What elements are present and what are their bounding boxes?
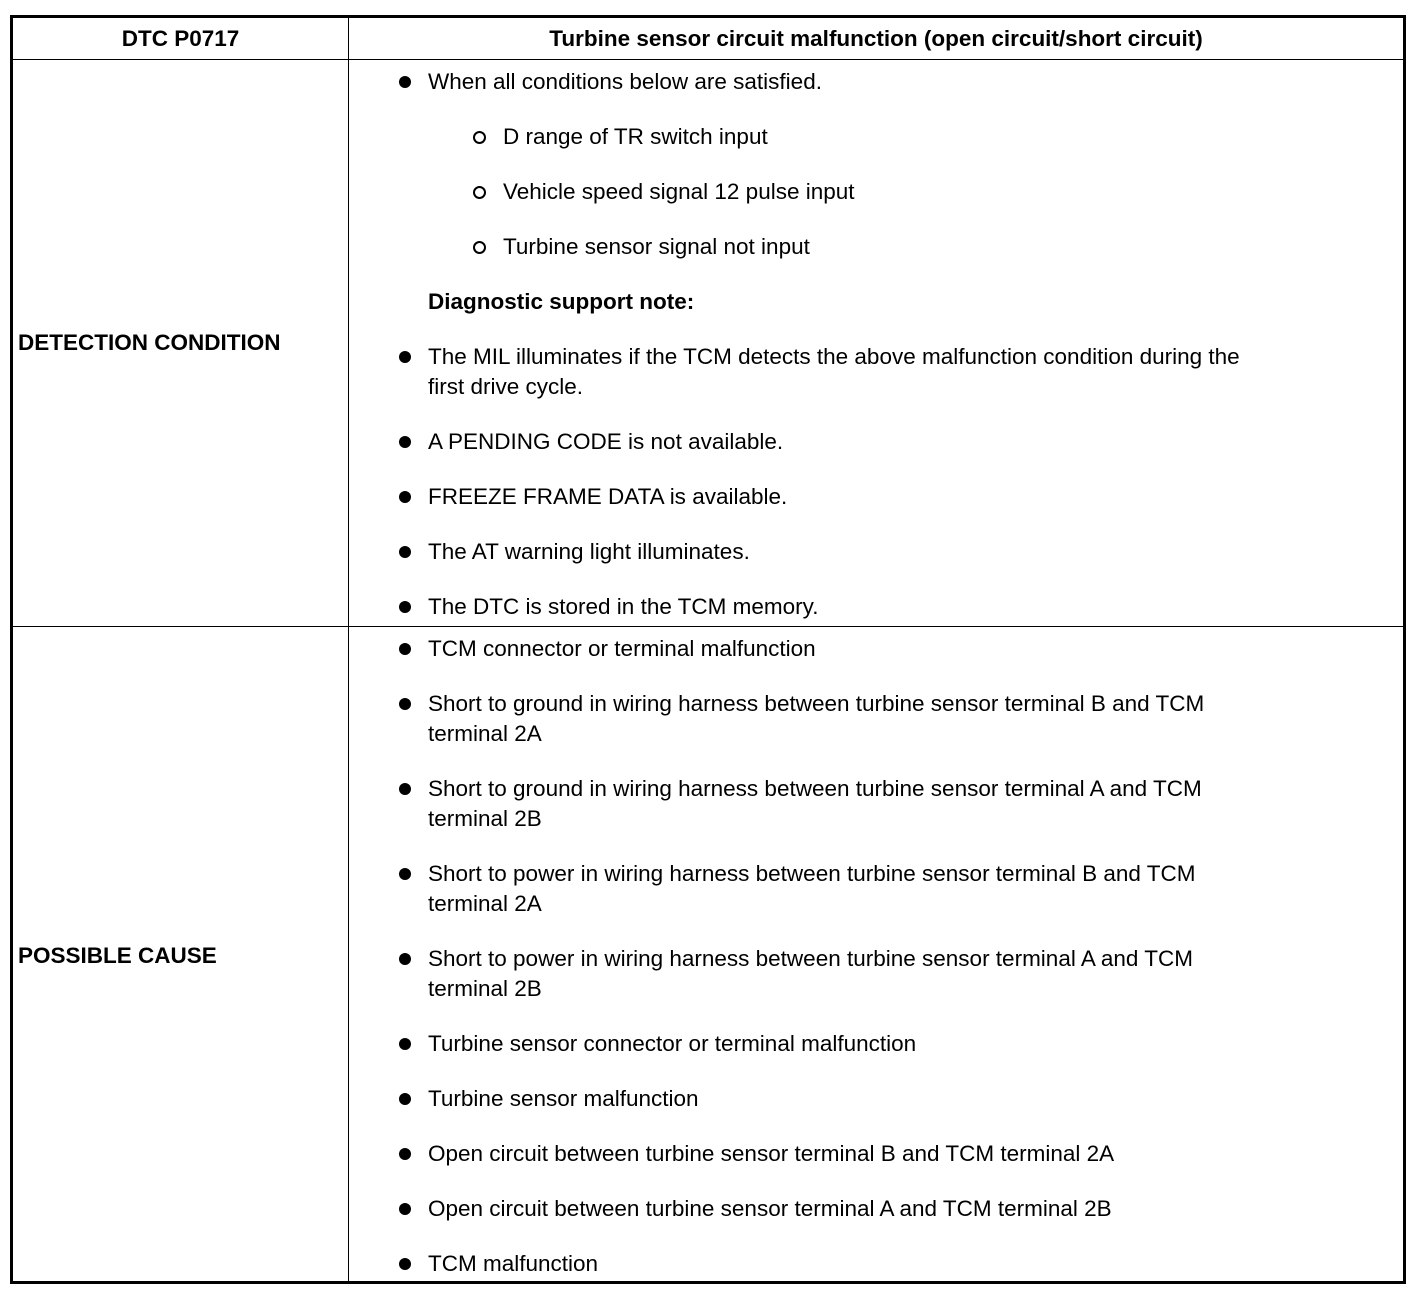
bullet-icon bbox=[399, 643, 411, 655]
bullet-icon bbox=[399, 1093, 411, 1105]
circle-bullet-icon bbox=[473, 241, 486, 254]
cause-text-continued: terminal 2A bbox=[428, 891, 542, 916]
cause-text-continued: terminal 2B bbox=[428, 976, 542, 1001]
dtc-code-header: DTC P0717 bbox=[121, 26, 240, 51]
bullet-icon bbox=[399, 601, 411, 613]
cause-text: Short to ground in wiring harness between turbine sensor terminal B and TCM bbox=[428, 691, 1205, 716]
section-divider bbox=[13, 626, 1403, 627]
bullet-icon bbox=[399, 546, 411, 558]
note-text-continued: first drive cycle. bbox=[428, 374, 584, 399]
bullet-icon bbox=[399, 76, 411, 88]
bullet-icon bbox=[399, 351, 411, 363]
column-divider bbox=[348, 18, 349, 1281]
bullet-icon bbox=[399, 491, 411, 503]
cause-text: TCM malfunction bbox=[428, 1251, 599, 1276]
bullet-icon bbox=[399, 783, 411, 795]
bullet-icon bbox=[399, 698, 411, 710]
diagnostic-note-title: Diagnostic support note: bbox=[428, 289, 695, 314]
cause-text-continued: terminal 2B bbox=[428, 806, 542, 831]
cause-text-continued: terminal 2A bbox=[428, 721, 542, 746]
cause-text: TCM connector or terminal malfunction bbox=[428, 636, 816, 661]
cause-text: Open circuit between turbine sensor terminal B and TCM terminal 2A bbox=[428, 1141, 1115, 1166]
bullet-icon bbox=[399, 1258, 411, 1270]
dtc-description-header: Turbine sensor circuit malfunction (open circuit/short circuit) bbox=[549, 26, 1203, 51]
possible-cause-label: POSSIBLE CAUSE bbox=[18, 943, 217, 968]
condition-text: Vehicle speed signal 12 pulse input bbox=[503, 179, 855, 204]
note-text: A PENDING CODE is not available. bbox=[428, 429, 784, 454]
note-text: The MIL illuminates if the TCM detects the above malfunction condition during the bbox=[428, 344, 1240, 369]
circle-bullet-icon bbox=[473, 131, 486, 144]
cause-text: Short to power in wiring harness between turbine sensor terminal A and TCM bbox=[428, 946, 1193, 971]
bullet-icon bbox=[399, 436, 411, 448]
cause-text: Short to ground in wiring harness between turbine sensor terminal A and TCM bbox=[428, 776, 1202, 801]
detection-condition-label: DETECTION CONDITION bbox=[18, 330, 281, 355]
dtc-table bbox=[10, 15, 1406, 1284]
cause-text: Open circuit between turbine sensor terminal A and TCM terminal 2B bbox=[428, 1196, 1112, 1221]
bullet-icon bbox=[399, 953, 411, 965]
note-text: The AT warning light illuminates. bbox=[428, 539, 750, 564]
bullet-icon bbox=[399, 1038, 411, 1050]
cause-text: Turbine sensor connector or terminal malfunction bbox=[428, 1031, 917, 1056]
cause-text: Turbine sensor malfunction bbox=[428, 1086, 699, 1111]
condition-text: D range of TR switch input bbox=[503, 124, 768, 149]
cause-text: Short to power in wiring harness between turbine sensor terminal B and TCM bbox=[428, 861, 1196, 886]
note-text: FREEZE FRAME DATA is available. bbox=[428, 484, 788, 509]
bullet-icon bbox=[399, 1203, 411, 1215]
circle-bullet-icon bbox=[473, 186, 486, 199]
bullet-icon bbox=[399, 1148, 411, 1160]
bullet-icon bbox=[399, 868, 411, 880]
note-text: The DTC is stored in the TCM memory. bbox=[428, 594, 819, 619]
condition-text: Turbine sensor signal not input bbox=[503, 234, 810, 259]
detection-intro-text: When all conditions below are satisfied. bbox=[428, 69, 822, 94]
